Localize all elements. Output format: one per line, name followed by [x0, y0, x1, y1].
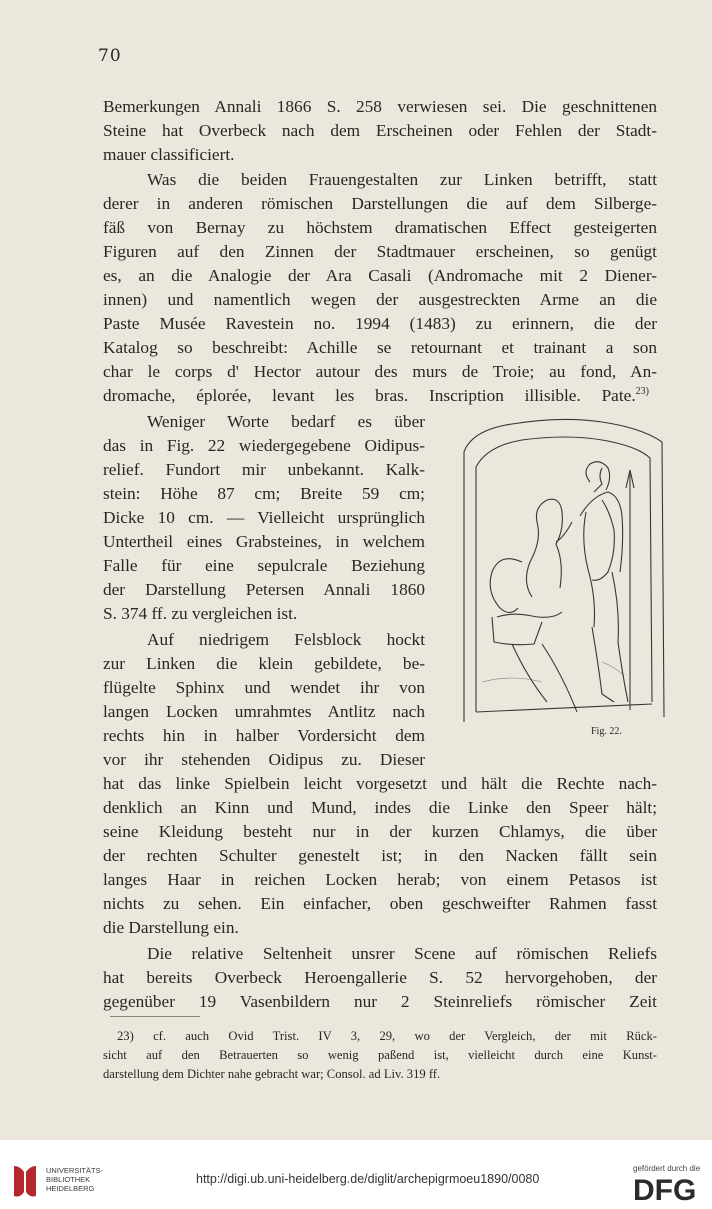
text-line: Bemerkungen Annali 1866 S. 258 verwiesen sei. Die geschnittenen: [103, 97, 657, 116]
text-line: langes Haar in reichen Locken herab; von einem Petasos ist: [103, 870, 657, 889]
text-line: Was die beiden Frauengestalten zur Linken betrifft, statt: [147, 170, 657, 189]
text-line: hat das linke Spielbein leicht vorgesetzt und hält die Rechte nach-: [103, 774, 657, 793]
text-line: innen) und namentlich wegen der ausgestreckten Arme an die: [103, 290, 657, 309]
oidipus-relief-figure: [452, 412, 677, 722]
text-line: hat bereits Overbeck Heroengallerie S. 52 hervorgehoben, der: [103, 968, 657, 987]
text-line: langen Locken umrahmtes Antlitz nach: [103, 702, 425, 721]
footnote-line: darstellung dem Dichter nahe gebracht war; Consol. ad Liv. 319 ff.: [103, 1067, 441, 1081]
text-line: seine Kleidung besteht nur in der kurzen Chlamys, die über: [103, 822, 657, 841]
text-line: die Darstellung ein.: [103, 918, 239, 937]
footnote-ref: 23): [635, 386, 649, 398]
library-line: HEIDELBERG: [46, 1184, 95, 1193]
text-line: es, an die Analogie der Ara Casali (Andromache mit 2 Diener-: [103, 266, 657, 285]
text-line: nichts zu sehen. Ein einfacher, oben geschweifter Rahmen fasst: [103, 894, 657, 913]
text-line: zur Linken die klein gebildete, be-: [103, 654, 425, 673]
text-span: dromache, éplorée, levant les bras. Inscription illisible. Pate.: [103, 386, 636, 405]
text-line: relief. Fundort mir unbekannt. Kalk-: [103, 460, 425, 479]
text-line: denklich an Kinn und Mund, indes die Linke den Speer hält;: [103, 798, 657, 817]
text-line: Figuren auf den Zinnen der Stadtmauer erscheinen, so genügt: [103, 242, 657, 261]
source-url-link[interactable]: http://digi.ub.uni-heidelberg.de/diglit/archepigrmoeu1890/0080: [196, 1172, 540, 1186]
footnote-rule: [110, 1016, 200, 1017]
text-line: S. 374 ff. zu vergleichen ist.: [103, 604, 298, 623]
text-line: Untertheil eines Grabsteines, in welchem: [103, 532, 425, 551]
university-library-logo-icon: [8, 1162, 42, 1200]
text-line: Die relative Seltenheit unsrer Scene auf römischen Reliefs: [147, 944, 657, 963]
text-line: Steine hat Overbeck nach dem Erscheinen oder Fehlen der Stadt-: [103, 121, 657, 140]
text-line: der Darstellung Petersen Annali 1860: [103, 580, 425, 599]
footnote-line: sicht auf den Betrauerten so wenig paßend ist, vielleicht durch eine Kunst-: [103, 1048, 657, 1062]
text-line: gegenüber 19 Vasenbildern nur 2 Steinreliefs römischer Zeit: [103, 992, 657, 1011]
text-line: Dicke 10 cm. — Vielleicht ursprünglich: [103, 508, 425, 527]
text-line: stein: Höhe 87 cm; Breite 59 cm;: [103, 484, 425, 503]
funded-by-label: gefördert durch die: [633, 1164, 701, 1173]
figure-caption: Fig. 22.: [591, 726, 622, 737]
text-line: vor ihr stehenden Oidipus zu. Dieser: [103, 750, 425, 769]
dfg-logo: DFG: [633, 1174, 697, 1207]
text-line: mauer classificiert.: [103, 145, 235, 164]
text-line: flügelte Sphinx und wendet ihr von: [103, 678, 425, 697]
text-line: Weniger Worte bedarf es über: [147, 412, 425, 431]
text-line: Falle für eine sepulcrale Beziehung: [103, 556, 425, 575]
text-line: fäß von Bernay zu höchstem dramatischen Effect gesteigerten: [103, 218, 657, 237]
library-name: [46, 1166, 103, 1193]
text-line: char le corps d' Hector autour des murs de Troie; au fond, An-: [103, 362, 657, 381]
text-line: Katalog so beschreibt: Achille se retournant et trainant a son: [103, 338, 657, 357]
text-line: der rechten Schulter genestelt ist; in den Nacken fällt sein: [103, 846, 657, 865]
page-number: 70: [98, 46, 122, 66]
text-line: [103, 384, 649, 408]
text-line: rechts hin in halber Vordersicht dem: [103, 726, 425, 745]
text-line: Auf niedrigem Felsblock hockt: [147, 630, 425, 649]
library-line: UNIVERSITÄTS-: [46, 1166, 104, 1175]
library-line: BIBLIOTHEK: [46, 1175, 91, 1184]
text-line: derer in anderen römischen Darstellungen die auf dem Silberge-: [103, 194, 657, 213]
text-line: Paste Musée Ravestein no. 1994 (1483) zu erinnern, die der: [103, 314, 657, 333]
text-line: das in Fig. 22 wiedergegebene Oidipus-: [103, 436, 425, 455]
footnote-line: 23) cf. auch Ovid Trist. IV 3, 29, wo der Vergleich, der mit Rück-: [117, 1029, 657, 1043]
